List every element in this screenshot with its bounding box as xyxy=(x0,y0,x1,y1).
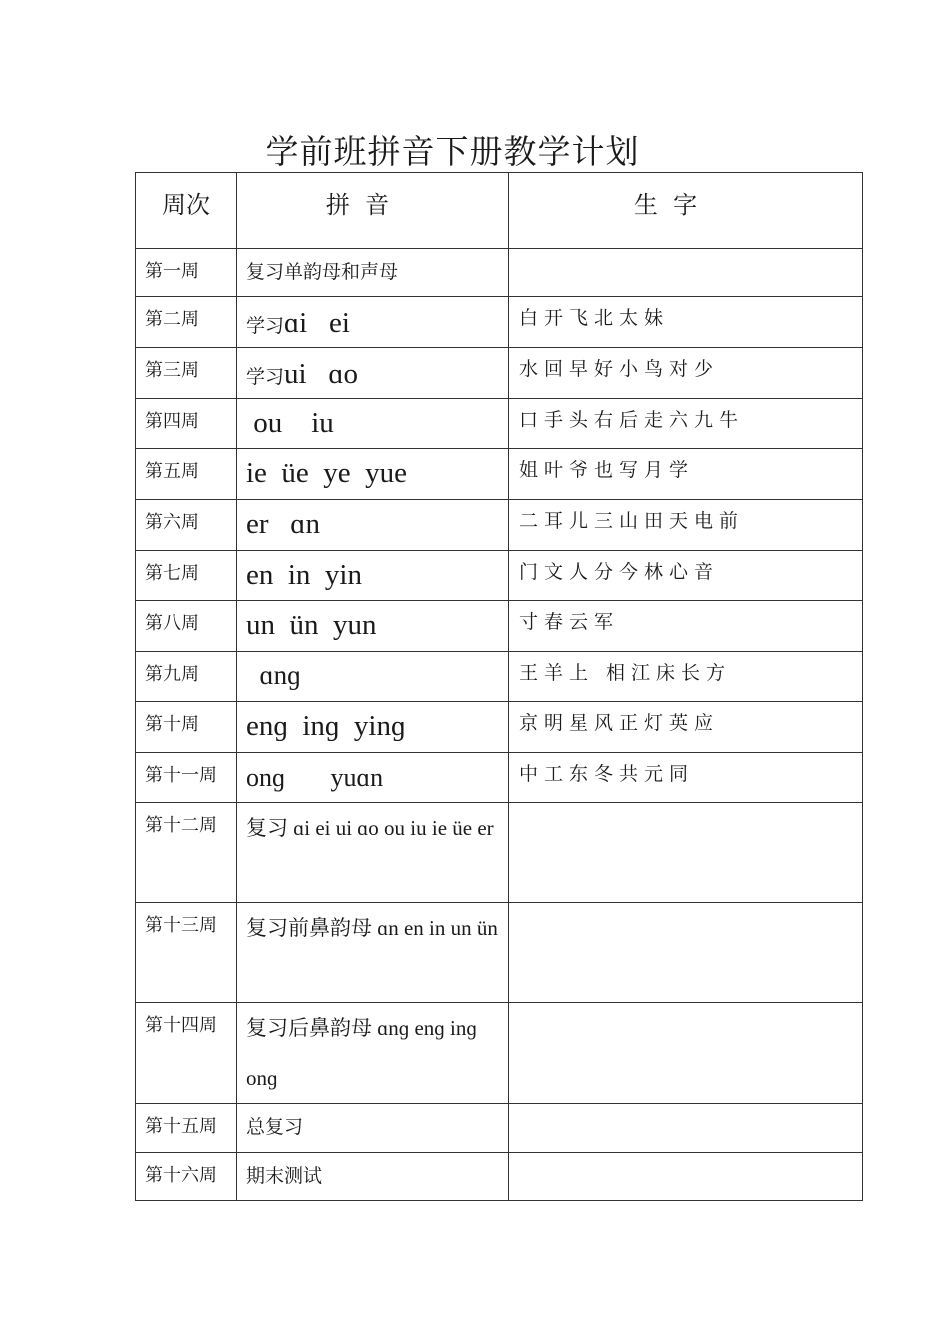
chars-cell xyxy=(509,803,863,903)
chars-cell: 王羊上 相江床长方 xyxy=(509,652,863,702)
table-row xyxy=(136,249,863,297)
chars-cell xyxy=(509,1003,863,1104)
table-row xyxy=(136,399,863,449)
table-row xyxy=(136,903,863,1003)
pinyin-text: ui ɑo xyxy=(284,358,358,390)
table-row xyxy=(136,702,863,753)
chars-cell: 白开飞北太妹 xyxy=(509,297,863,348)
week-cell: 第七周 xyxy=(136,551,237,601)
review-cell: 复习后鼻韵母 ɑnɡ enɡ inɡ onɡ xyxy=(237,1003,509,1104)
chars-cell: 二耳儿三山田天电前 xyxy=(509,500,863,551)
study-label: 学习 xyxy=(246,367,285,388)
pinyin-cell: onɡ yuɑn xyxy=(237,753,509,803)
review-cell: 复习 ɑi ei ui ɑo ou iu ie üe er xyxy=(237,803,509,903)
pinyin-cell: ie üe ye yue xyxy=(237,449,509,500)
pinyin-cell: ɑnɡ xyxy=(237,652,509,702)
week-cell: 第八周 xyxy=(136,601,237,652)
week-cell: 第三周 xyxy=(136,348,237,399)
pinyin-cell: enɡ inɡ yinɡ xyxy=(237,702,509,753)
chars-cell: 中工东冬共元同 xyxy=(509,753,863,803)
teaching-plan-table xyxy=(135,172,863,1201)
review-cell: 复习前鼻韵母 ɑn en in un ün xyxy=(237,903,509,1003)
week-cell: 第二周 xyxy=(136,297,237,348)
table-row xyxy=(136,297,863,348)
header-week: 周次 xyxy=(136,173,237,249)
pinyin-cell xyxy=(237,297,509,348)
week-cell: 第五周 xyxy=(136,449,237,500)
week-cell: 第四周 xyxy=(136,399,237,449)
week-cell: 第十周 xyxy=(136,702,237,753)
week-cell: 第十五周 xyxy=(136,1104,237,1153)
chars-cell: 寸春云军 xyxy=(509,601,863,652)
header-row xyxy=(136,173,863,249)
table-row xyxy=(136,551,863,601)
table-row xyxy=(136,1153,863,1201)
table-row xyxy=(136,753,863,803)
week-cell: 第九周 xyxy=(136,652,237,702)
pinyin-text: ɑi ei xyxy=(284,307,350,339)
pinyin-cell xyxy=(237,348,509,399)
header-chars: 生 字 xyxy=(509,173,863,249)
table-row xyxy=(136,1003,863,1104)
week-cell: 第十四周 xyxy=(136,1003,237,1104)
chars-cell xyxy=(509,903,863,1003)
pinyin-cell: ou iu xyxy=(237,399,509,449)
study-label: 学习 xyxy=(246,316,285,337)
chars-cell xyxy=(509,1104,863,1153)
pinyin-cell: 期末测试 xyxy=(237,1153,509,1201)
week-cell: 第十二周 xyxy=(136,803,237,903)
chars-cell xyxy=(509,1153,863,1201)
header-pinyin: 拼 音 xyxy=(237,173,509,249)
table-row xyxy=(136,803,863,903)
page-title: 学前班拼音下册教学计划 xyxy=(265,132,640,171)
week-cell: 第十一周 xyxy=(136,753,237,803)
chars-cell: 口手头右后走六九牛 xyxy=(509,399,863,449)
chars-cell xyxy=(509,249,863,297)
pinyin-cell: 总复习 xyxy=(237,1104,509,1153)
week-cell: 第一周 xyxy=(136,249,237,297)
table-row xyxy=(136,348,863,399)
chars-cell: 水回早好小鸟对少 xyxy=(509,348,863,399)
pinyin-cell: en in yin xyxy=(237,551,509,601)
table-row xyxy=(136,652,863,702)
pinyin-cell: er ɑn xyxy=(237,500,509,551)
table-row xyxy=(136,601,863,652)
table-row xyxy=(136,1104,863,1153)
pinyin-cell: 复习单韵母和声母 xyxy=(237,249,509,297)
table-row xyxy=(136,500,863,551)
chars-cell: 姐叶爷也写月学 xyxy=(509,449,863,500)
chars-cell: 门文人分今林心音 xyxy=(509,551,863,601)
week-cell: 第六周 xyxy=(136,500,237,551)
week-cell: 第十三周 xyxy=(136,903,237,1003)
chars-cell: 京明星风正灯英应 xyxy=(509,702,863,753)
pinyin-cell: un ün yun xyxy=(237,601,509,652)
week-cell: 第十六周 xyxy=(136,1153,237,1201)
table-row xyxy=(136,449,863,500)
